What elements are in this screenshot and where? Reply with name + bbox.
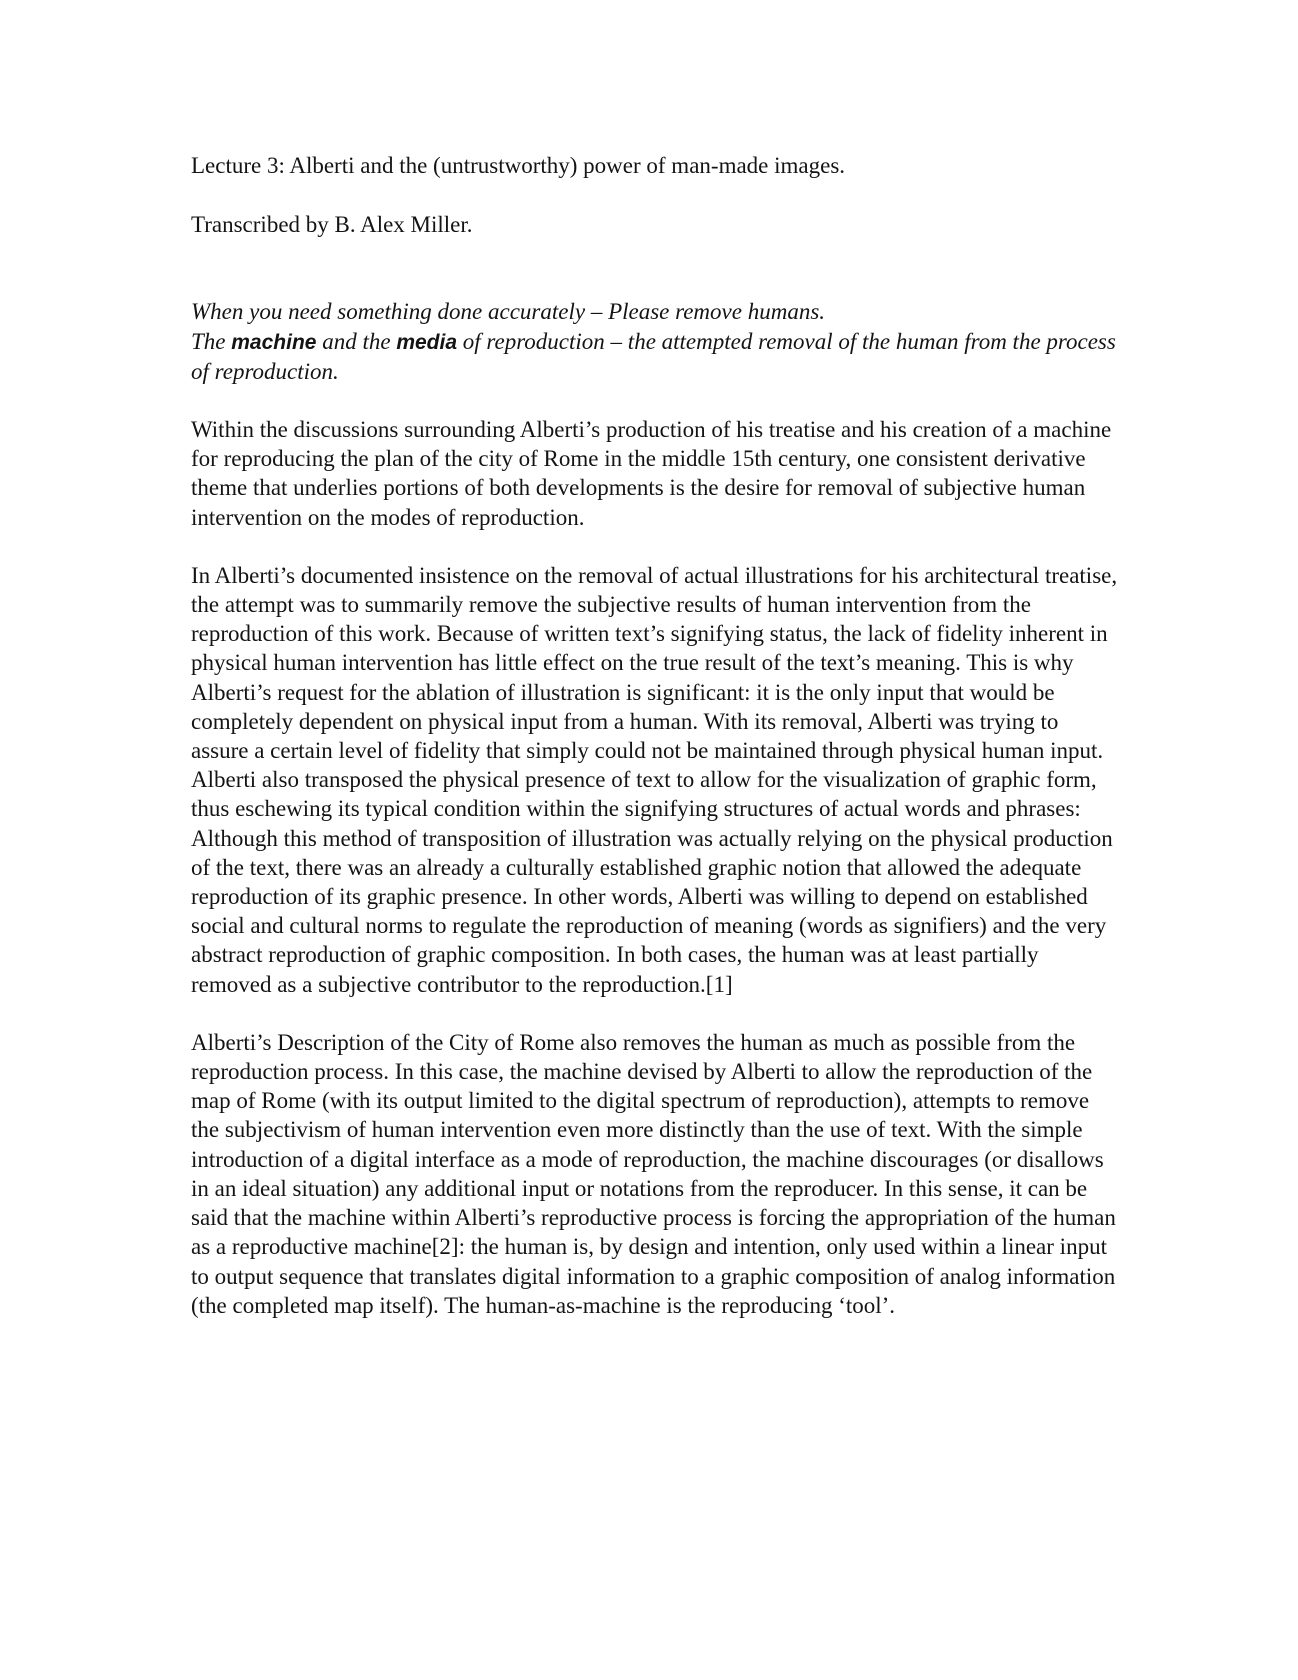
epigraph-bold-machine: machine <box>231 330 317 354</box>
epigraph <box>191 297 1121 386</box>
byline: Transcribed by B. Alex Miller. <box>191 212 473 238</box>
epigraph-line-2-lead: The <box>191 328 232 354</box>
epigraph-line-2-tail: of reproduction – the attempted removal of the human from the process of reproduction. <box>191 328 1116 384</box>
paragraph-3-text-b: : the human is, by design and intention, only used within a linear input to output sequence that translates digital information to a graphic composition of analog information (the completed map itself). The human-as-machine is the reproducing ‘tool’. <box>191 1234 1116 1318</box>
document-title: Lecture 3: Alberti and the (untrustworthy) power of man-made images. <box>191 153 846 178</box>
document-body <box>191 151 1121 1349</box>
epigraph-line-2-mid: and the <box>316 328 397 354</box>
paragraph-3 <box>191 1028 1121 1320</box>
footnote-ref-2[interactable]: [2] <box>431 1234 459 1260</box>
epigraph-line-1: When you need something done accurately – Please remove humans. <box>191 299 826 325</box>
epigraph-bold-media: media <box>396 330 458 354</box>
paragraph-3-text-a: Alberti’s Description of the City of Rome also removes the human as much as possible from the reproduction process. In this case, the machine devised by Alberti to allow the reproduction of the map of Rome (with its output limited to the digital spectrum of reproduction), attempts to remove the subjectivism of human intervention even more distinctly than the use of text. With the simple introduction of a digital interface as a mode of reproduction, the machine discourages (or disallows in an ideal situation) any additional input or notations from the reproducer. In this sense, it can be said that the machine within Alberti’s reproductive process is forcing the appropriation of the human as a reproductive machine <box>191 1029 1116 1260</box>
paragraph-1: Within the discussions surrounding Alberti’s production of his treatise and his creation of a machine for reproducing the plan of the city of Rome in the middle 15th century, one consistent derivative theme that underlies portions of both developments is the desire for removal of subjective human intervention on the modes of reproduction. <box>191 417 1112 530</box>
paragraph-2 <box>191 561 1121 999</box>
footnote-ref-1[interactable]: [1] <box>705 971 733 997</box>
paragraph-2-text: In Alberti’s documented insistence on the removal of actual illustrations for his architectural treatise, the attempt was to summarily remove the subjective results of human intervention from the reproduction of this work. Because of written text’s signifying status, the lack of fidelity inherent in physical human intervention has little effect on the true result of the text’s meaning. This is why Alberti’s request for the ablation of illustration is significant: it is the only input that would be completely dependent on physical input from a human. With its removal, Alberti was trying to assure a certain level of fidelity that simply could not be maintained through physical human input. Alberti also transposed the physical presence of text to allow for the visualization of graphic form, thus eschewing its typical condition within the signifying structures of actual words and phrases: Although this method of transposition of illustration was actually relying on the physical production of the text, there was an already a culturally established graphic notion that allowed the adequate reproduction of its graphic presence. In other words, Alberti was willing to depend on established social and cultural norms to regulate the reproduction of meaning (words as signifiers) and the very abstract reproduction of graphic composition. In both cases, the human was at least partially removed as a subjective contributor to the reproduction. <box>191 562 1118 997</box>
